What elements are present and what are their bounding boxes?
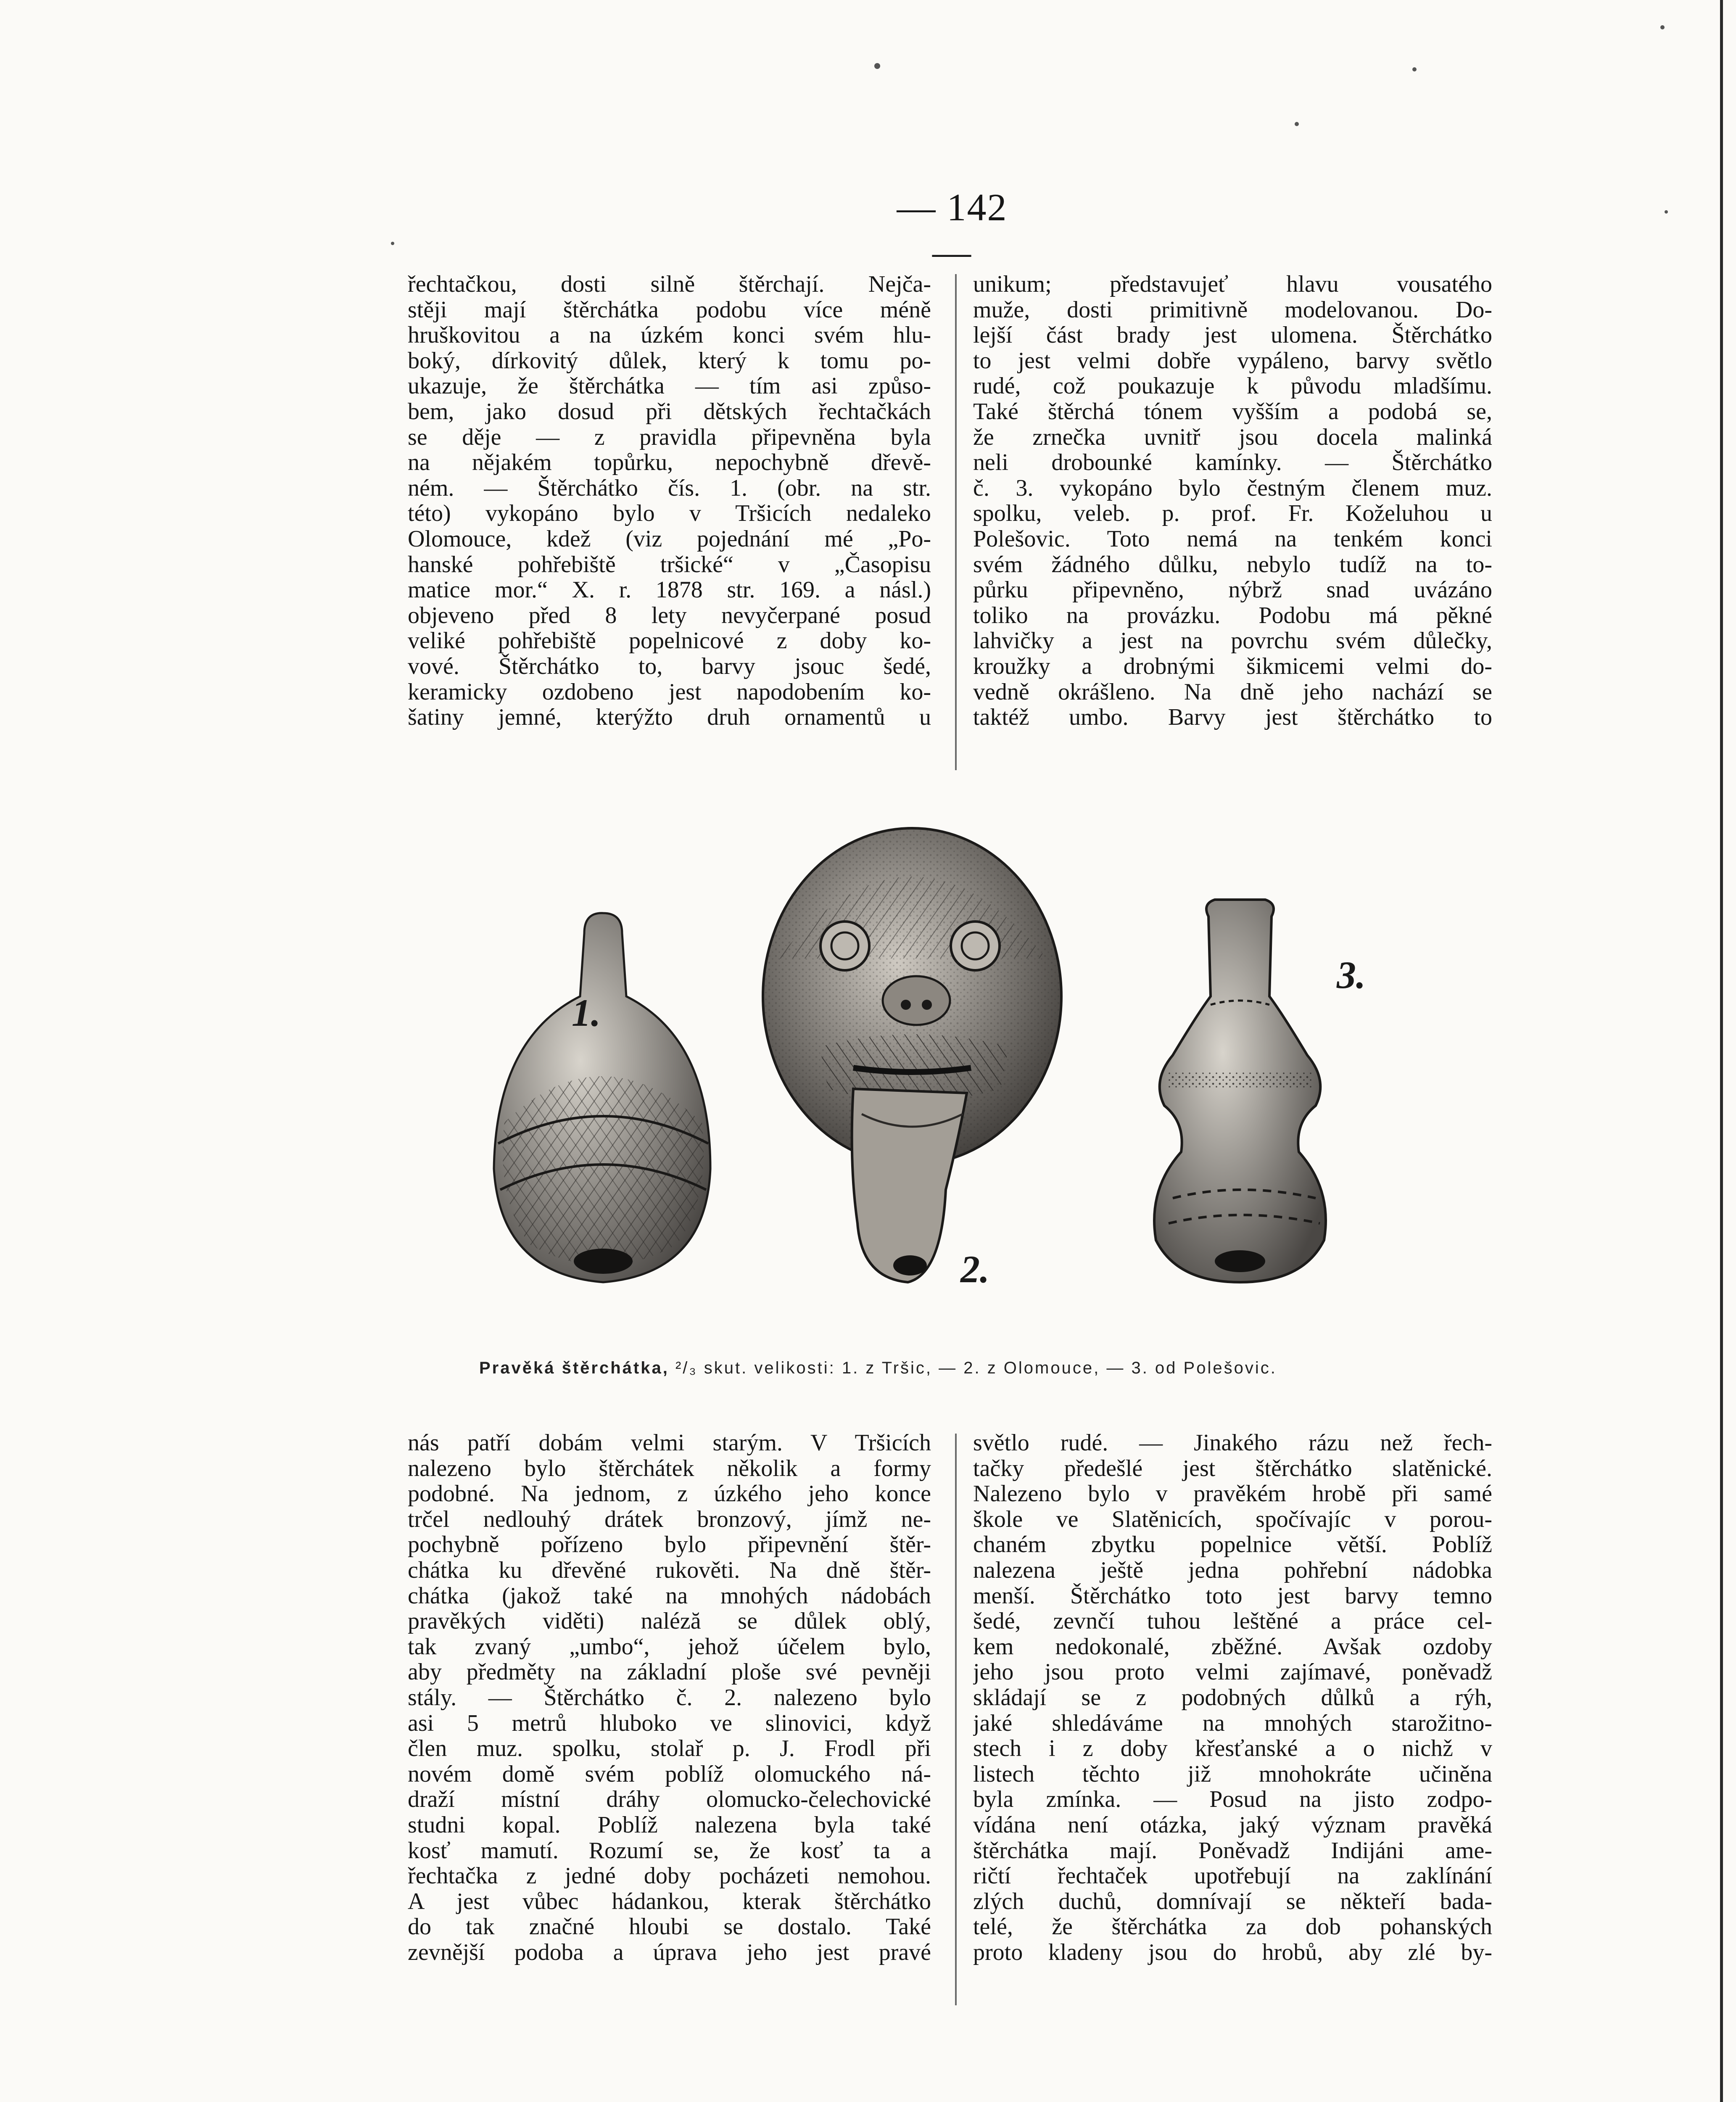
text-line: že zrnečka uvnitř jsou docela malinká	[973, 424, 1492, 450]
text-line: jaké shledáváme na mnohých starožitno-	[973, 1710, 1492, 1736]
text-line: studni kopal. Poblíž nalezena byla také	[408, 1812, 931, 1838]
text-line: ričtí řechtaček upotřebují na zaklínání	[973, 1863, 1492, 1889]
text-line: aby předměty na základní ploše své pevněji	[408, 1659, 931, 1685]
text-line: toliko na provázku. Podobu má pěkné	[973, 602, 1492, 628]
text-line: šatiny jemné, kterýžto druh ornamentů u	[408, 705, 931, 730]
rattle-2-image	[763, 828, 1061, 1291]
text-line: na nějakém topůrku, nepochybně dřevě-	[408, 450, 931, 475]
print-speck	[1295, 122, 1299, 126]
rattle-3-image	[1154, 900, 1366, 1282]
text-line: Nalezeno bylo v pravěkém hrobě při samé	[973, 1481, 1492, 1507]
column-divider-top	[955, 274, 957, 770]
text-line: nalezena ještě jedna pohřební nádobka	[973, 1557, 1492, 1583]
column-divider-bottom	[955, 1434, 957, 2005]
text-column-upper-left	[408, 272, 931, 730]
print-speck	[874, 63, 880, 69]
text-line: půrku připevněno, nýbrž snad uvázáno	[973, 577, 1492, 603]
figure-label-3: 3.	[1337, 953, 1366, 996]
text-line: pochybně pořízeno bylo připevnění štěr-	[408, 1532, 931, 1558]
text-line: draží místní dráhy olomucko-čelechovické	[408, 1787, 931, 1812]
text-line: menší. Štěrchátko toto jest barvy temno	[973, 1583, 1492, 1609]
text-line: Olomouce, kdež (viz pojednání mé „Po-	[408, 526, 931, 552]
text-line: proto kladeny jsou do hrobů, aby zlé by-	[973, 1939, 1492, 1965]
text-line: štěrchátka mají. Poněvadž Indijáni ame-	[973, 1838, 1492, 1864]
text-line: ukazuje, že štěrchátka — tím asi způso-	[408, 373, 931, 399]
text-column-lower-left	[408, 1430, 931, 1965]
text-line: lahvičky a jest na povrchu svém důlečky,	[973, 628, 1492, 654]
text-line: tačky předešlé jest štěrchátko slatěnické.	[973, 1455, 1492, 1481]
figure-caption-text: ²/₃ skut. velikosti: 1. z Tršic, — 2. z Olomouce, — 3. od Polešovic.	[669, 1359, 1277, 1377]
text-line: neli drobounké kamínky. — Štěrchátko	[973, 450, 1492, 475]
text-line: pravěkých viděti) naléză se důlek oblý,	[408, 1608, 931, 1634]
text-line: telé, že štěrchátka za dob pohanských	[973, 1914, 1492, 1940]
text-line: podobné. Na jednom, z úzkého jeho konce	[408, 1481, 931, 1507]
text-line: kosť mamutí. Rozumí se, že kosť ta a	[408, 1838, 931, 1864]
print-speck	[1665, 210, 1668, 214]
text-line: tak zvaný „umbo“, jehož účelem bylo,	[408, 1634, 931, 1660]
text-line: škole ve Slatěnicích, spočívajíc v porou-	[973, 1506, 1492, 1532]
text-line: stech i z doby křesťanské a o nichž v	[973, 1736, 1492, 1761]
text-line: byla zmínka. — Posud na jisto zodpo-	[973, 1787, 1492, 1812]
text-line: trčel nedlouhý drátek bronzový, jímž ne-	[408, 1506, 931, 1532]
text-column-upper-right	[973, 272, 1492, 730]
text-line: ném. — Štěrchátko čís. 1. (obr. na str.	[408, 475, 931, 501]
text-line: nás patří dobám velmi starým. V Tršicích	[408, 1430, 931, 1456]
print-speck	[1412, 67, 1417, 71]
figure-caption-title: Pravěká štěrchátka,	[479, 1359, 669, 1377]
text-line: hruškovitou a na úzkém konci svém hlu-	[408, 322, 931, 348]
text-line: skládají se z podobných důlků a rýh,	[973, 1685, 1492, 1711]
text-line: lejší část brady jest ulomena. Štěrchátko	[973, 322, 1492, 348]
text-line: to jest velmi dobře vypáleno, barvy světlo	[973, 348, 1492, 374]
text-line: jeho jsou proto velmi zajímavé, poněvadž	[973, 1659, 1492, 1685]
text-line: taktéž umbo. Barvy jest štěrchátko to	[973, 705, 1492, 730]
text-line: nalezeno bylo štěrchátek několik a formy	[408, 1455, 931, 1481]
text-line: chátka (jakož také na mnohých nádobách	[408, 1583, 931, 1609]
text-line: asi 5 metrů hluboko ve slinovici, když	[408, 1710, 931, 1736]
text-line: boký, dírkovitý důlek, který k tomu po-	[408, 348, 931, 374]
text-line: kem nedokonalé, zběžné. Avšak ozdoby	[973, 1634, 1492, 1660]
page-number: — 142 —	[897, 186, 1008, 273]
figure-label-1: 1.	[572, 991, 601, 1034]
text-line: vídána není otázka, jaký význam pravěká	[973, 1812, 1492, 1838]
text-line: svém žádného důlku, nebylo tudíž na to-	[973, 552, 1492, 578]
figure-caption	[479, 1359, 1429, 1378]
text-line: keramicky ozdobeno jest napodobením ko-	[408, 679, 931, 705]
text-line: spolku, veleb. p. prof. Fr. Koželuhou u	[973, 501, 1492, 526]
text-line: veliké pohřebiště popelnicové z doby ko-	[408, 628, 931, 654]
text-line: Také štěrchá tónem vyšším a podobá se,	[973, 399, 1492, 425]
text-line: unikum; představujeť hlavu vousatého	[973, 272, 1492, 297]
text-line: listech těchto již mnohokráte učiněna	[973, 1761, 1492, 1787]
text-line: č. 3. vykopáno bylo čestným členem muz.	[973, 475, 1492, 501]
text-line: stály. — Štěrchátko č. 2. nalezeno bylo	[408, 1685, 931, 1711]
text-line: rudé, což poukazuje k původu mladšímu.	[973, 373, 1492, 399]
text-line: řechtačkou, dosti silně štěrchají. Nejča-	[408, 272, 931, 297]
text-line: muže, dosti primitivně modelovanou. Do-	[973, 297, 1492, 323]
text-line: stěji mají štěrchátka podobu více méně	[408, 297, 931, 323]
print-speck	[391, 242, 394, 245]
text-line: této) vykopáno bylo v Tršicích nedaleko	[408, 501, 931, 526]
text-line: matice mor.“ X. r. 1878 str. 169. a násl.)	[408, 577, 931, 603]
text-line: vové. Štěrchátko to, barvy jsouc šedé,	[408, 653, 931, 679]
text-line: kroužky a drobnými šikmicemi velmi do-	[973, 653, 1492, 679]
text-line: chátka ku dřevěné rukověti. Na dně štěr-	[408, 1557, 931, 1583]
text-line: do tak značné hloubi se dostalo. Také	[408, 1914, 931, 1940]
text-line: vedně okrášleno. Na dně jeho nachází se	[973, 679, 1492, 705]
figure-label-2: 2.	[960, 1248, 989, 1291]
text-column-lower-right	[973, 1430, 1492, 1965]
text-line: světlo rudé. — Jinakého rázu než řech-	[973, 1430, 1492, 1456]
text-line: člen muz. spolku, stolař p. J. Frodl při	[408, 1736, 931, 1761]
text-line: řechtačka z jedné doby pocházeti nemohou.	[408, 1863, 931, 1889]
text-line: zlých duchů, domnívají se někteří bada-	[973, 1888, 1492, 1915]
text-line: novém domě svém poblíž olomuckého ná-	[408, 1761, 931, 1787]
text-line: hanské pohřebiště tršické“ v „Časopisu	[408, 552, 931, 578]
print-speck	[1660, 25, 1665, 29]
text-line: Polešovic. Toto nemá na tenkém konci	[973, 526, 1492, 552]
text-line: bem, jako dosud při dětských řechtačkách	[408, 399, 931, 425]
text-line: šedé, zevnčí tuhou leštěné a práce cel-	[973, 1608, 1492, 1634]
text-line: A jest vůbec hádankou, kterak štěrchátko	[408, 1888, 931, 1915]
text-line: chaném zbytku popelnice větší. Poblíž	[973, 1532, 1492, 1558]
rattles-illustration	[458, 820, 1433, 1349]
rattle-1-image	[494, 913, 710, 1282]
text-line: objeveno před 8 lety nevyčerpané posud	[408, 602, 931, 628]
figure-rattles	[458, 820, 1433, 1349]
text-line: se děje — z pravidla připevněna byla	[408, 424, 931, 450]
text-line: zevnější podoba a úprava jeho jest pravé	[408, 1939, 931, 1965]
page-edge-shadow	[1720, 0, 1723, 2102]
